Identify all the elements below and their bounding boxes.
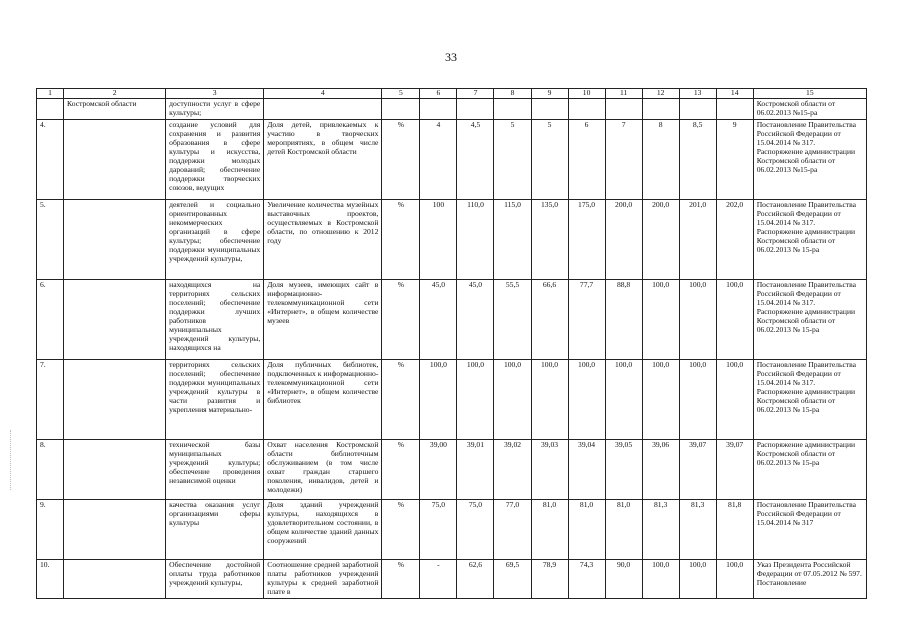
row-number: 10. <box>37 559 64 598</box>
value-cell: 81,0 <box>531 499 568 559</box>
value-cell: 5 <box>494 119 531 199</box>
column-number-13: 13 <box>679 89 716 99</box>
source-document: Постановление Правительства Российской Федерации от 15.04.2014 № 317. Распоряжение администрации Костромской области от 06.02.2013 № 15-ра <box>753 359 866 439</box>
unit-cell: % <box>382 359 420 439</box>
page-number: 33 <box>445 50 457 64</box>
value-cell: 81,0 <box>568 499 605 559</box>
value-cell: 8 <box>642 119 679 199</box>
value-cell: 7 <box>605 119 642 199</box>
value-cell: 78,9 <box>531 559 568 598</box>
value-cell: 62,6 <box>457 559 494 598</box>
value-cell: 4 <box>420 119 457 199</box>
value-cell: 77,7 <box>568 279 605 359</box>
value-cell <box>716 99 753 120</box>
value-cell: 4,5 <box>457 119 494 199</box>
value-cell: 55,5 <box>494 279 531 359</box>
task-cell: территориях сельских поселений; обеспечение поддержки муниципальных учреждений культуры в части развития и укрепления материально- <box>166 359 264 439</box>
table-row <box>37 359 867 439</box>
source-document: Постановление Правительства Российской Федерации от 15.04.2014 № 317 <box>753 499 866 559</box>
value-cell: 201,0 <box>679 199 716 279</box>
value-cell: 100,0 <box>679 559 716 598</box>
value-cell: 39,06 <box>642 439 679 499</box>
value-cell: 9 <box>716 119 753 199</box>
column-number-4: 4 <box>264 89 382 99</box>
value-cell: 100,0 <box>420 359 457 439</box>
value-cell: 39,07 <box>716 439 753 499</box>
value-cell: 6 <box>568 119 605 199</box>
task-cell: доступности услуг в сфере культуры; <box>166 99 264 120</box>
value-cell: 100,0 <box>605 359 642 439</box>
value-cell: 100,0 <box>494 359 531 439</box>
value-cell: 100,0 <box>716 359 753 439</box>
column-number-15: 15 <box>753 89 866 99</box>
column-number-5: 5 <box>382 89 420 99</box>
unit-cell: % <box>382 279 420 359</box>
value-cell: 100,0 <box>716 279 753 359</box>
value-cell <box>642 99 679 120</box>
region-cell <box>64 559 166 598</box>
table-row <box>37 499 867 559</box>
indicator-name: Соотношение средней заработной платы работников учреждений культуры к средней заработной плате в <box>264 559 382 598</box>
value-cell: 100,0 <box>568 359 605 439</box>
column-number-11: 11 <box>605 89 642 99</box>
row-number: 9. <box>37 499 64 559</box>
value-cell: 75,0 <box>457 499 494 559</box>
region-cell <box>64 499 166 559</box>
value-cell <box>494 99 531 120</box>
table-row <box>37 279 867 359</box>
source-document: Указ Президента Российской Федерации от 07.05.2012 № 597. Постановление <box>753 559 866 598</box>
column-number-10: 10 <box>568 89 605 99</box>
value-cell: 110,0 <box>457 199 494 279</box>
value-cell: 100,0 <box>642 279 679 359</box>
value-cell: 115,0 <box>494 199 531 279</box>
region-cell <box>64 199 166 279</box>
value-cell: 202,0 <box>716 199 753 279</box>
unit-cell: % <box>382 119 420 199</box>
column-number-14: 14 <box>716 89 753 99</box>
value-cell <box>457 99 494 120</box>
region-cell <box>64 279 166 359</box>
value-cell: 100,0 <box>531 359 568 439</box>
indicators-table <box>36 88 867 599</box>
indicator-name: Доля зданий учреждений культуры, находящихся в удовлетворительном состоянии, в общем количестве зданий данных сооружений <box>264 499 382 559</box>
value-cell: 39,07 <box>679 439 716 499</box>
indicator-name: Доля публичных библиотек, подключенных к информационно-телекоммуникационной сети «Интернет», в общем количестве библиотек <box>264 359 382 439</box>
task-cell: качества оказания услуг организациями сферы культуры <box>166 499 264 559</box>
scan-artifact <box>10 430 12 490</box>
indicator-name: Доля детей, привлекаемых к участию в творческих мероприятиях, в общем числе детей Костромской области <box>264 119 382 199</box>
value-cell: 100,0 <box>642 559 679 598</box>
value-cell: 100,0 <box>457 359 494 439</box>
value-cell: 100,0 <box>679 279 716 359</box>
unit-cell: % <box>382 559 420 598</box>
value-cell: 100,0 <box>642 359 679 439</box>
value-cell: 66,6 <box>531 279 568 359</box>
region-cell <box>64 359 166 439</box>
value-cell: 200,0 <box>605 199 642 279</box>
table-row <box>37 119 867 199</box>
source-document: Распоряжение администрации Костромской области от 06.02.2013 № 15-ра <box>753 439 866 499</box>
value-cell: 8,5 <box>679 119 716 199</box>
value-cell: 5 <box>531 119 568 199</box>
task-cell: деятелей и социально ориентированных некоммерческих организаций в сфере культуры; обеспечение поддержки муниципальных учреждений культуры, <box>166 199 264 279</box>
value-cell: 74,3 <box>568 559 605 598</box>
task-cell: Обеспечение достойной оплаты труда работников учреждений культуры, <box>166 559 264 598</box>
region-cell <box>64 439 166 499</box>
value-cell: 39,04 <box>568 439 605 499</box>
value-cell: 39,02 <box>494 439 531 499</box>
indicator-name: Увеличение количества музейных выставочных проектов, осуществляемых в Костромской области, по отношению к 2012 году <box>264 199 382 279</box>
value-cell: 81,0 <box>605 499 642 559</box>
table-row <box>37 559 867 598</box>
row-number <box>37 99 64 120</box>
value-cell: 45,0 <box>420 279 457 359</box>
column-number-3: 3 <box>166 89 264 99</box>
unit-cell: % <box>382 199 420 279</box>
value-cell: 200,0 <box>642 199 679 279</box>
value-cell: 75,0 <box>420 499 457 559</box>
column-number-9: 9 <box>531 89 568 99</box>
column-number-8: 8 <box>494 89 531 99</box>
region-cell: Костромской области <box>64 99 166 120</box>
value-cell: 81,3 <box>679 499 716 559</box>
value-cell: 69,5 <box>494 559 531 598</box>
task-cell: технической базы муниципальных учреждений культуры; обеспечение проведения независимой оценки <box>166 439 264 499</box>
value-cell: 39,05 <box>605 439 642 499</box>
unit-cell <box>382 99 420 120</box>
column-number-row <box>37 89 867 99</box>
row-number: 6. <box>37 279 64 359</box>
value-cell: - <box>420 559 457 598</box>
value-cell: 135,0 <box>531 199 568 279</box>
value-cell: 175,0 <box>568 199 605 279</box>
indicator-name: Доля музеев, имеющих сайт в информационно-телекоммуникационной сети «Интернет», в общем количестве музеев <box>264 279 382 359</box>
column-number-12: 12 <box>642 89 679 99</box>
column-number-2: 2 <box>64 89 166 99</box>
task-cell: создание условий для сохранения и развития образования в сфере культуры и искусства, поддержки молодых дарований; обеспечение поддержки творческих союзов, ведущих <box>166 119 264 199</box>
unit-cell: % <box>382 439 420 499</box>
value-cell: 90,0 <box>605 559 642 598</box>
source-document: Постановление Правительства Российской Федерации от 15.04.2014 № 317. Распоряжение администрации Костромской области от 06.02.2013 № 15-ра <box>753 199 866 279</box>
value-cell <box>531 99 568 120</box>
value-cell: 39,03 <box>531 439 568 499</box>
value-cell: 39,01 <box>457 439 494 499</box>
value-cell: 100,0 <box>679 359 716 439</box>
value-cell: 88,8 <box>605 279 642 359</box>
source-document: Костромской области от 06.02.2013 №15-ра <box>753 99 866 120</box>
table-row <box>37 99 867 120</box>
value-cell: 77,0 <box>494 499 531 559</box>
value-cell: 81,3 <box>642 499 679 559</box>
value-cell <box>568 99 605 120</box>
source-document: Постановление Правительства Российской Федерации от 15.04.2014 № 317. Распоряжение администрации Костромской области от 06.02.2013 №15-ра <box>753 119 866 199</box>
value-cell: 39,00 <box>420 439 457 499</box>
source-document: Постановление Правительства Российской Федерации от 15.04.2014 № 317. Распоряжение администрации Костромской области от 06.02.2013 № 15-ра <box>753 279 866 359</box>
table-row <box>37 199 867 279</box>
row-number: 4. <box>37 119 64 199</box>
task-cell: находящихся на территориях сельских поселений; обеспечение поддержки лучших работников муниципальных учреждений культуры, находящихся на <box>166 279 264 359</box>
column-number-1: 1 <box>37 89 64 99</box>
column-number-7: 7 <box>457 89 494 99</box>
row-number: 8. <box>37 439 64 499</box>
row-number: 5. <box>37 199 64 279</box>
value-cell <box>679 99 716 120</box>
region-cell <box>64 119 166 199</box>
indicator-name <box>264 99 382 120</box>
value-cell <box>420 99 457 120</box>
value-cell: 100 <box>420 199 457 279</box>
indicator-name: Охват населения Костромской области библиотечным обслуживанием (в том числе охват граждан старшего поколения, инвалидов, детей и молодежи) <box>264 439 382 499</box>
value-cell: 45,0 <box>457 279 494 359</box>
column-number-6: 6 <box>420 89 457 99</box>
row-number: 7. <box>37 359 64 439</box>
value-cell: 100,0 <box>716 559 753 598</box>
value-cell <box>605 99 642 120</box>
value-cell: 81,8 <box>716 499 753 559</box>
unit-cell: % <box>382 499 420 559</box>
table-row <box>37 439 867 499</box>
